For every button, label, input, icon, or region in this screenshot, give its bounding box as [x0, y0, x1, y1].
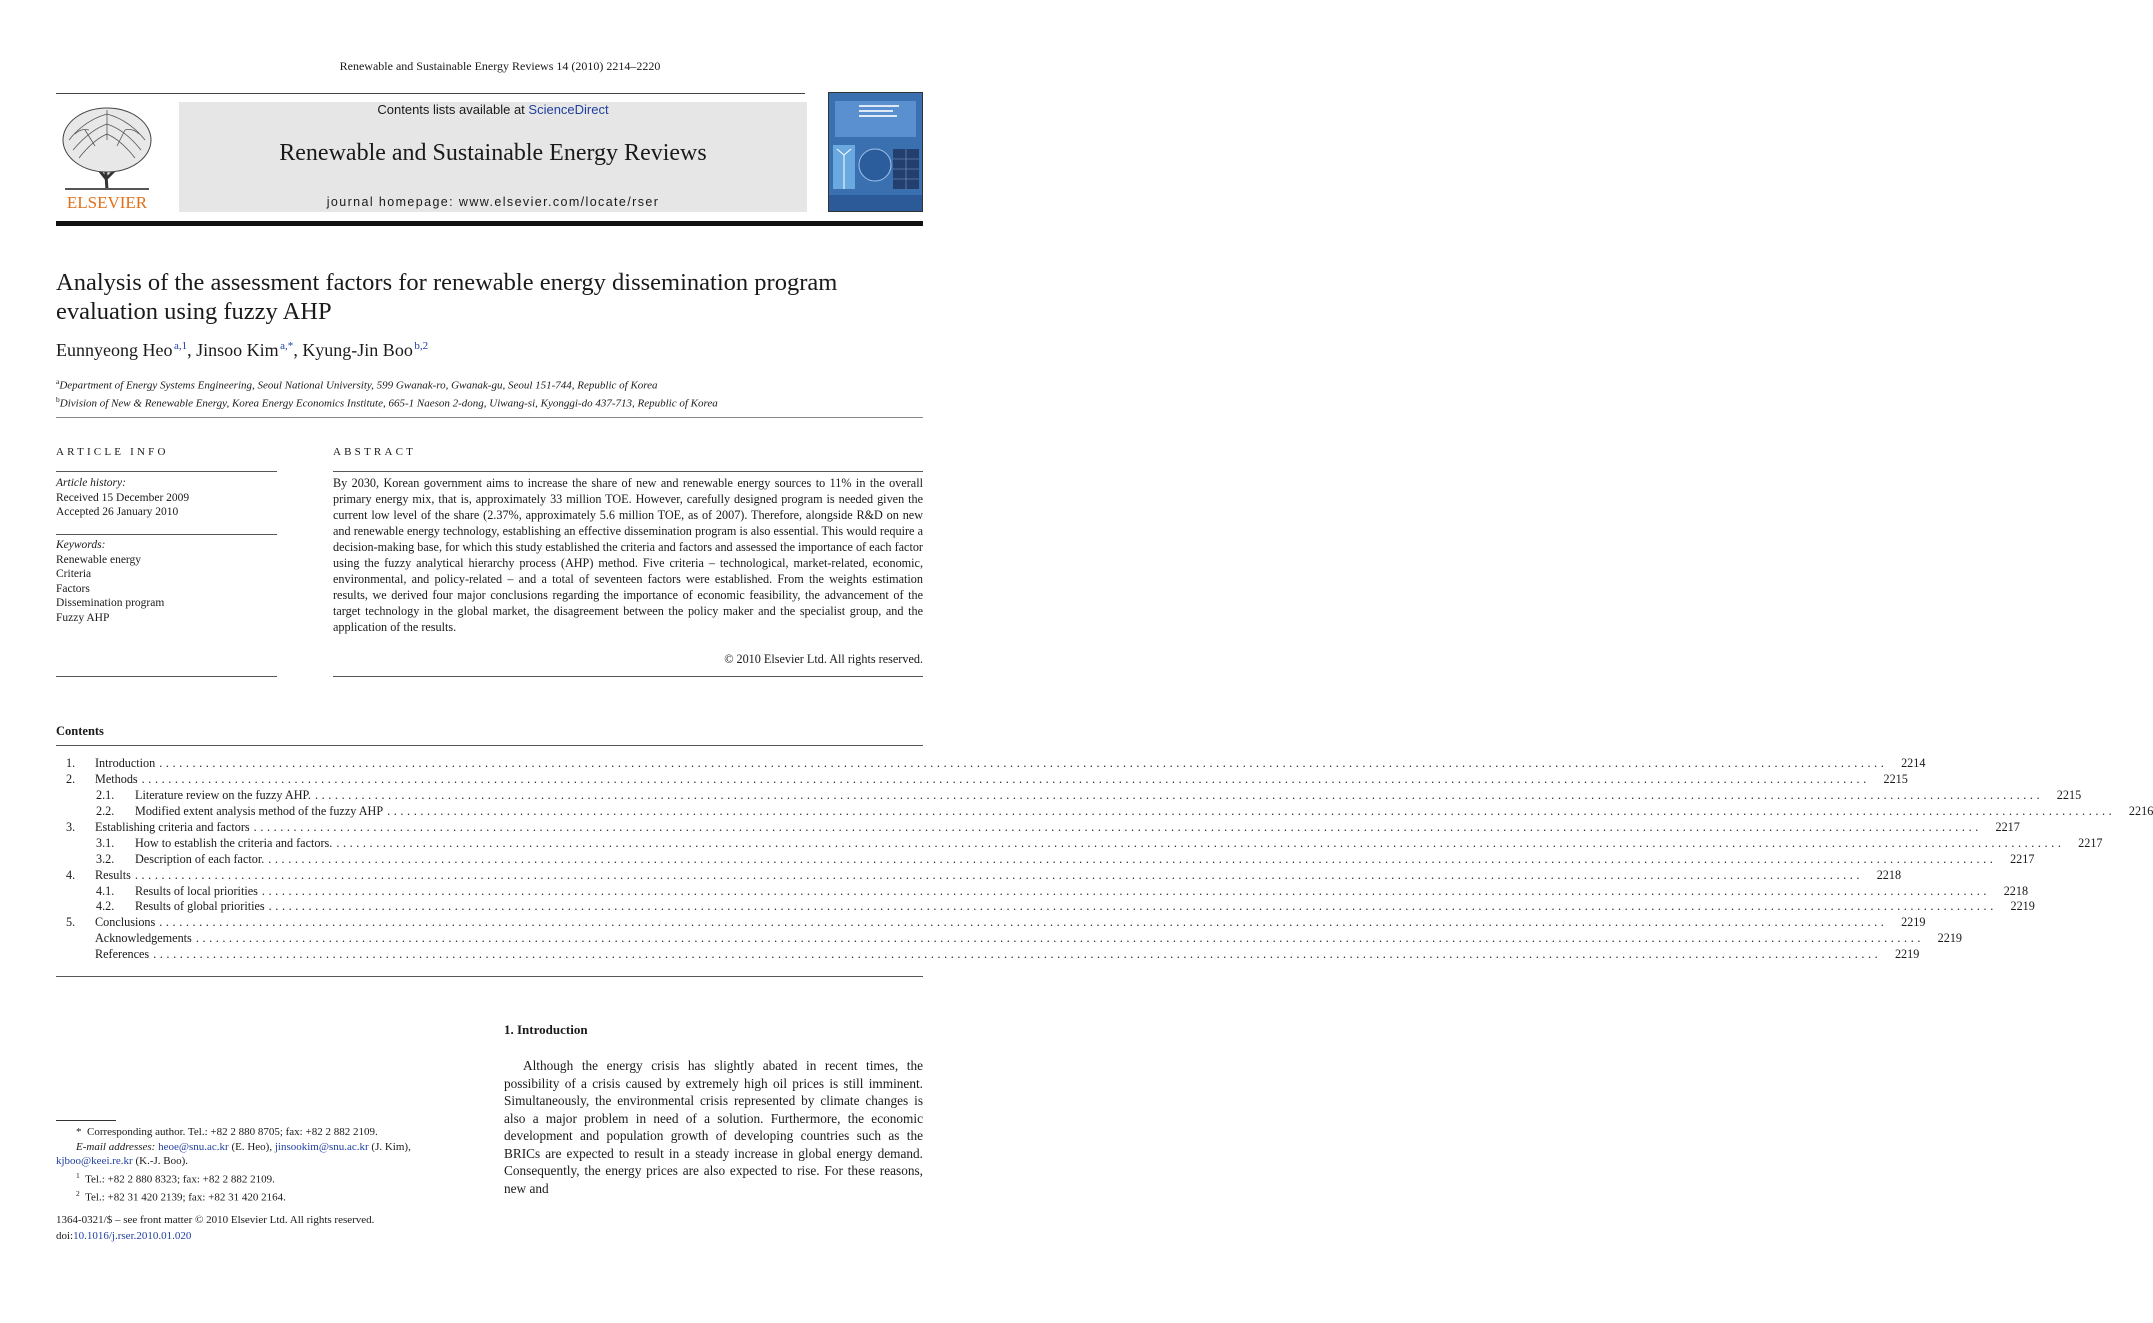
toc-leader-dots: .................................................................................................................................................................................................................................................................... [159, 915, 1888, 930]
contents-bottom-rule [56, 976, 923, 977]
keyword: Criteria [56, 568, 92, 580]
toc-entry-title[interactable]: Results of global priorities [135, 899, 265, 914]
toc-leader-dots: .................................................................................................................................................................................................................................................................... [253, 819, 1982, 834]
toc-entry-title[interactable]: Introduction [95, 756, 156, 770]
toc-entry[interactable] [56, 819, 2020, 836]
table-of-contents [56, 756, 2153, 963]
header-thick-rule [56, 221, 923, 226]
toc-entry-page: 2216 [2128, 803, 2153, 818]
footnote-2: $^2$ Tel.: +82 31 420 2139; fax: +82 31 420 2164. [76, 1188, 286, 1204]
toc-entry-number: 1. [66, 756, 76, 770]
toc-entry-page: 2218 [1876, 867, 1902, 882]
email-link-heo[interactable]: heoe@snu.ac.kr [158, 1140, 229, 1153]
keyword: Renewable energy [56, 553, 142, 566]
footnote-1-text: Tel.: +82 2 880 8323; fax: +82 2 882 2109. [85, 1173, 275, 1186]
received-date: Received 15 December 2009 [56, 491, 190, 504]
email-owner: (E. Heo), [231, 1140, 273, 1153]
journal-cover-icon [829, 93, 922, 211]
introduction-heading: 1. Introduction [504, 1022, 588, 1037]
doi-line [56, 1228, 476, 1244]
journal-homepage [179, 195, 807, 209]
toc-entry-page: 2215 [2056, 787, 2082, 802]
toc-entry[interactable] [56, 899, 2035, 915]
toc-entry[interactable] [56, 883, 2029, 900]
toc-entry-title[interactable]: Establishing criteria and factors [95, 819, 250, 834]
toc-entry[interactable] [56, 931, 1962, 947]
toc-leader-dots: .................................................................................................................................................................................................................................................................... [336, 835, 2065, 850]
toc-leader-dots: .................................................................................................................................................................................................................................................................... [387, 803, 2116, 818]
toc-entry-number: 4.2. [96, 899, 115, 914]
affiliation-b [56, 393, 936, 411]
contents-prefix: Contents lists available at [377, 102, 529, 117]
affiliations [56, 375, 936, 411]
toc-entry-number: 2. [66, 771, 76, 786]
toc-entry[interactable] [56, 787, 2082, 804]
toc-entry-number: 4.1. [96, 883, 115, 898]
toc-entry[interactable] [56, 947, 1920, 963]
toc-entry-title[interactable]: References [95, 947, 150, 962]
toc-entry[interactable] [56, 771, 1908, 788]
abstract-heading: ABSTRACT [333, 446, 417, 458]
toc-entry-page: 2214 [1901, 756, 1926, 770]
email-label: E-mail addresses: [76, 1140, 156, 1153]
abstract-bottom-rule [333, 676, 923, 677]
author-list: Eunnyeong Heo $^{a,1}$, Jinsoo Kim $^{a,*}$, Kyung-Jin Boo $^{b,2}$ [56, 340, 429, 360]
toc-entry[interactable] [56, 851, 2035, 868]
toc-entry-title[interactable]: Literature review on the fuzzy AHP. [135, 787, 311, 802]
elsevier-logo[interactable] [55, 100, 159, 212]
homepage-prefix: journal homepage: [326, 195, 459, 209]
journal-citation: Renewable and Sustainable Energy Reviews 14 (2010) 2214–2220 [339, 59, 661, 73]
affiliation-a [56, 375, 936, 393]
toc-entry-page: 2219 [1937, 931, 1962, 946]
footnote-rule [56, 1120, 116, 1121]
sciencedirect-link[interactable]: ScienceDirect [528, 102, 609, 117]
toc-entry-page: 2217 [1995, 819, 2020, 834]
toc-entry-number: 3.2. [96, 851, 115, 866]
toc-leader-dots: .................................................................................................................................................................................................................................................................... [195, 931, 1924, 946]
author-affiliation-marks[interactable]: a,* [280, 340, 294, 352]
toc-leader-dots: .................................................................................................................................................................................................................................................................... [261, 883, 1991, 898]
accepted-date: Accepted 26 January 2010 [56, 506, 179, 518]
contents-heading: Contents [56, 724, 104, 738]
toc-entry[interactable] [56, 835, 2103, 852]
toc-entry-title[interactable]: Results of local priorities [135, 883, 258, 898]
keywords-rule [56, 534, 277, 535]
introduction-text: Although the energy crisis has slightly abated in recent times, the possibility of a crisis caused by extremely high oil prices is still imminent. Simultaneously, the environmental crisis represented by climate changes is also a major problem in need of a solution. Furthermore, the economic development and population growth of developing countries such as the BRICs are expected to result in a steady increase in global energy demand. Consequently, the energy prices are also expected to rise. For these reasons, new and [504, 1058, 923, 1196]
affiliation-rule [56, 417, 923, 418]
email-owner: (J. Kim), [371, 1140, 411, 1153]
history-label: Article history: [56, 477, 126, 489]
article-info-rule [56, 471, 277, 472]
toc-entry-number: 2.2. [96, 803, 115, 818]
toc-entry-page: 2219 [2010, 899, 2035, 914]
toc-entry-title[interactable]: Methods [95, 771, 138, 786]
abstract-copyright: © 2010 Elsevier Ltd. All rights reserved. [724, 652, 923, 666]
toc-entry-title[interactable]: Results [95, 867, 131, 882]
toc-leader-dots: .................................................................................................................................................................................................................................................................... [268, 899, 1997, 914]
toc-entry[interactable] [56, 915, 1926, 931]
keyword: Fuzzy AHP [56, 611, 110, 624]
toc-entry-page: 2217 [2010, 851, 2035, 866]
toc-leader-dots: .................................................................................................................................................................................................................................................................... [159, 756, 1888, 770]
email-owner: (K.-J. Boo). [135, 1155, 189, 1167]
article-title: Analysis of the assessment factors for renewable energy dissemination program evaluation using fuzzy AHP [56, 269, 838, 325]
front-matter [56, 1212, 476, 1244]
author-name: Eunnyeong Heo [56, 340, 173, 360]
toc-entry-title[interactable]: How to establish the criteria and factors. [135, 835, 333, 850]
toc-leader-dots: .................................................................................................................................................................................................................................................................... [153, 947, 1882, 962]
email-continued [56, 1154, 456, 1169]
toc-entry-page: 2219 [1901, 915, 1926, 930]
author-name: Jinsoo Kim [196, 340, 279, 360]
contents-top-rule [56, 745, 923, 746]
article-info-heading: ARTICLE INFO [56, 446, 169, 458]
toc-entry-page: 2218 [2003, 883, 2029, 898]
doi-prefix: doi: [56, 1230, 74, 1242]
toc-entry-number: 3.1. [96, 835, 115, 850]
footnote-1: $^1$ Tel.: +82 2 880 8323; fax: +82 2 882 2109. [76, 1170, 275, 1186]
author-affiliation-marks[interactable]: b,2 [414, 340, 429, 352]
email-link-kim[interactable]: jinsookim@snu.ac.kr [274, 1140, 369, 1153]
toc-entry-page: 2215 [1883, 771, 1908, 786]
toc-leader-dots: .................................................................................................................................................................................................................................................................... [268, 851, 1997, 866]
toc-entry-page: 2217 [2078, 835, 2103, 850]
footnotes [56, 1125, 456, 1205]
elsevier-tree-icon [55, 100, 159, 212]
toc-leader-dots: .................................................................................................................................................................................................................................................................... [314, 787, 2044, 802]
journal-name: Renewable and Sustainable Energy Reviews [279, 140, 707, 166]
affiliation-mark: a [56, 377, 60, 386]
corresponding-author-text: Corresponding author. Tel.: +82 2 880 8705; fax: +82 2 882 2109. [87, 1126, 378, 1138]
corresponding-author-note: * Corresponding author. Tel.: +82 2 880 8705; fax: +82 2 882 2109. [76, 1126, 378, 1138]
toc-entry-number: 4. [66, 867, 76, 882]
keywords-block [56, 538, 277, 625]
keyword: Dissemination program [56, 597, 165, 609]
toc-entry-title[interactable]: Acknowledgements [95, 931, 192, 946]
issn-line: 1364-0321/$ – see front matter © 2010 Elsevier Ltd. All rights reserved. [56, 1214, 375, 1226]
author-name: Kyung-Jin Boo [302, 340, 413, 360]
toc-entry-title[interactable]: Conclusions [95, 915, 156, 930]
affiliation-text: Division of New & Renewable Energy, Korea Energy Economics Institute, 665-1 Naeson 2-dong, Uiwang-si, Kyonggi-do 437-713, Republic of Korea [59, 397, 718, 410]
abstract-rule [333, 471, 923, 472]
article-history [56, 476, 277, 520]
toc-entry-number: 5. [66, 915, 76, 930]
elsevier-wordmark: ELSEVIER [66, 193, 148, 212]
footnote-2-text: Tel.: +82 31 420 2139; fax: +82 31 420 2164. [85, 1191, 286, 1204]
toc-entry-number: 2.1. [96, 787, 115, 802]
affiliation-mark: b [56, 395, 60, 405]
toc-leader-dots: .................................................................................................................................................................................................................................................................... [134, 867, 1864, 882]
toc-entry-title[interactable]: Description of each factor. [135, 851, 265, 866]
journal-cover-thumbnail[interactable] [828, 92, 923, 212]
toc-entry[interactable] [56, 803, 2153, 820]
toc-entry-page: 2219 [1894, 947, 1920, 962]
affiliation-text: Department of Energy Systems Engineering, Seoul National University, 599 Gwanak-ro, Gwanak-gu, Seoul 151-744, Republic of Korea [59, 379, 658, 392]
author-affiliation-marks[interactable]: a,1 [174, 340, 188, 352]
email-addresses [56, 1140, 456, 1155]
toc-entry-number: 3. [66, 819, 76, 834]
toc-entry[interactable] [56, 756, 1926, 772]
abstract-text: By 2030, Korean government aims to increase the share of new and renewable energy sources to 11% in the overall primary energy mix, that is, approximately 33 million TOE. However, carefully designed program is needed given the current low level of the share (2.37%, approximately 5.6 million TOE, as of 2007). Therefore, alongside R&D on new and renewable energy technology, establishing an effective dissemination program is also essential. This would require a decision-making base, for which this study established the criteria and factors and assessed the importance of each factor using the fuzzy analytical hierarchy process (AHP) method. Five criteria – technological, market-related, economic, environmental, and policy-related – and a total of seventeen factors were established. From the weights estimation results, we derived four major conclusions regarding the importance of economic feasibility, the advancement of the target technology in the global market, the disagreement between the policy maker and the specialist group, and the application of the results. [333, 476, 923, 634]
article-info-bottom-rule [56, 676, 277, 677]
homepage-link[interactable]: www.elsevier.com/locate/rser [458, 195, 660, 209]
keywords-label: Keywords: [56, 539, 106, 551]
toc-entry[interactable] [56, 867, 1902, 884]
contents-available-line [179, 102, 807, 117]
keyword: Factors [56, 582, 90, 595]
doi-link[interactable]: 10.1016/j.rser.2010.01.020 [73, 1230, 192, 1242]
toc-leader-dots: .................................................................................................................................................................................................................................................................... [141, 771, 1870, 786]
toc-entry-title[interactable]: Modified extent analysis method of the fuzzy AHP [135, 803, 384, 818]
email-link-boo[interactable]: kjboo@keei.re.kr [56, 1155, 133, 1167]
masthead-rule [56, 93, 805, 94]
